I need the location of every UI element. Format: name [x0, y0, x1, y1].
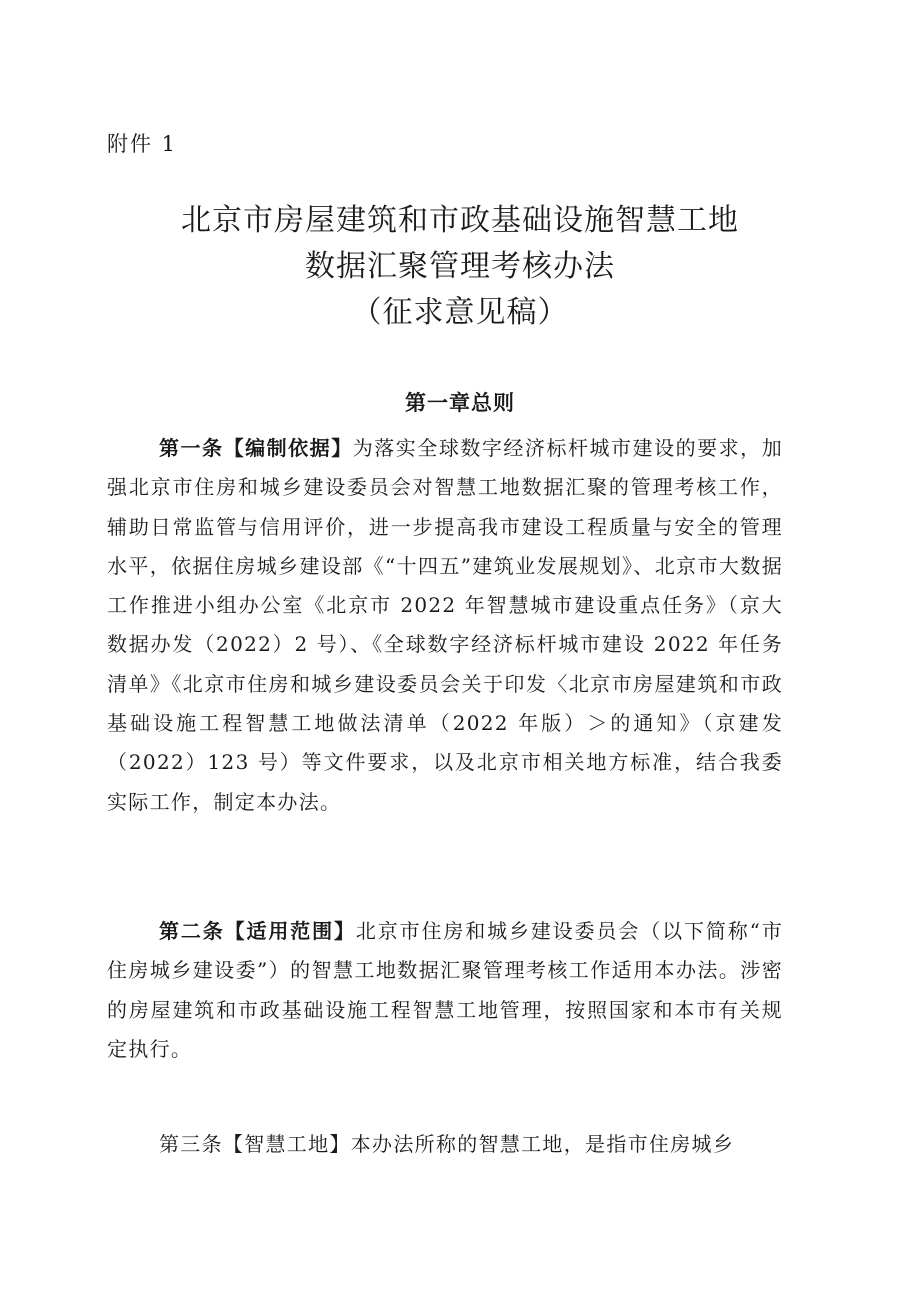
title-line-1: 北京市房屋建筑和市政基础设施智慧工地 — [181, 203, 739, 238]
article-2-heading: 【适用范围】 — [224, 919, 356, 943]
article-1-body: 为落实全球数字经济标杆城市建设的要求，加强北京市住房和城乡建设委员会对智慧工地数据汇聚的管理考核工作，辅助日常监管与信用评价，进一步提高我市建设工程质量与安全的管理水平，依据住房城乡建设部《“十四五”建筑业发展规划》、北京市大数据工作推进小组办公室《北京市 2022 年智慧城市建设重点任务》（京大数据办发（2022）2 号）、《全球数字经济标杆城市建设 2022 年任务清单》《北京市住房和城乡建设委员会关于印发〈北京市房屋建筑和市政基础设施工程智慧工地做法清单（2022 年版）＞的通知》（京建发（2022）123 号）等文件要求，以及北京市相关地方标准，结合我委实际工作，制定本办法。 — [107, 436, 783, 814]
article-3-body: 本办法所称的智慧工地，是指市住房城乡 — [350, 1132, 735, 1156]
article-3-number: 第三条 — [159, 1132, 223, 1156]
title-line-2: 数据汇聚管理考核办法 — [305, 249, 615, 284]
article-2-body: 北京市住房和城乡建设委员会（以下简称“市住房城乡建设委”）的智慧工地数据汇聚管理考核工作适用本办法。涉密的房屋建筑和市政基础设施工程智慧工地管理，按照国家和本市有关规定执行。 — [107, 919, 783, 1061]
article-1-heading: 【编制依据】 — [223, 436, 353, 460]
document-title — [0, 198, 920, 336]
article-2-number: 第二条 — [159, 919, 225, 943]
title-line-3: （征求意见稿） — [351, 295, 569, 330]
article-1-number: 第一条 — [159, 436, 224, 460]
attachment-label: 附件 1 — [107, 132, 178, 156]
chapter-heading: 第一章总则 — [405, 391, 515, 415]
article-3 — [107, 1125, 783, 1164]
article-3-heading: 【智慧工地】 — [222, 1132, 351, 1156]
article-1 — [107, 429, 783, 822]
article-2 — [107, 912, 783, 1069]
